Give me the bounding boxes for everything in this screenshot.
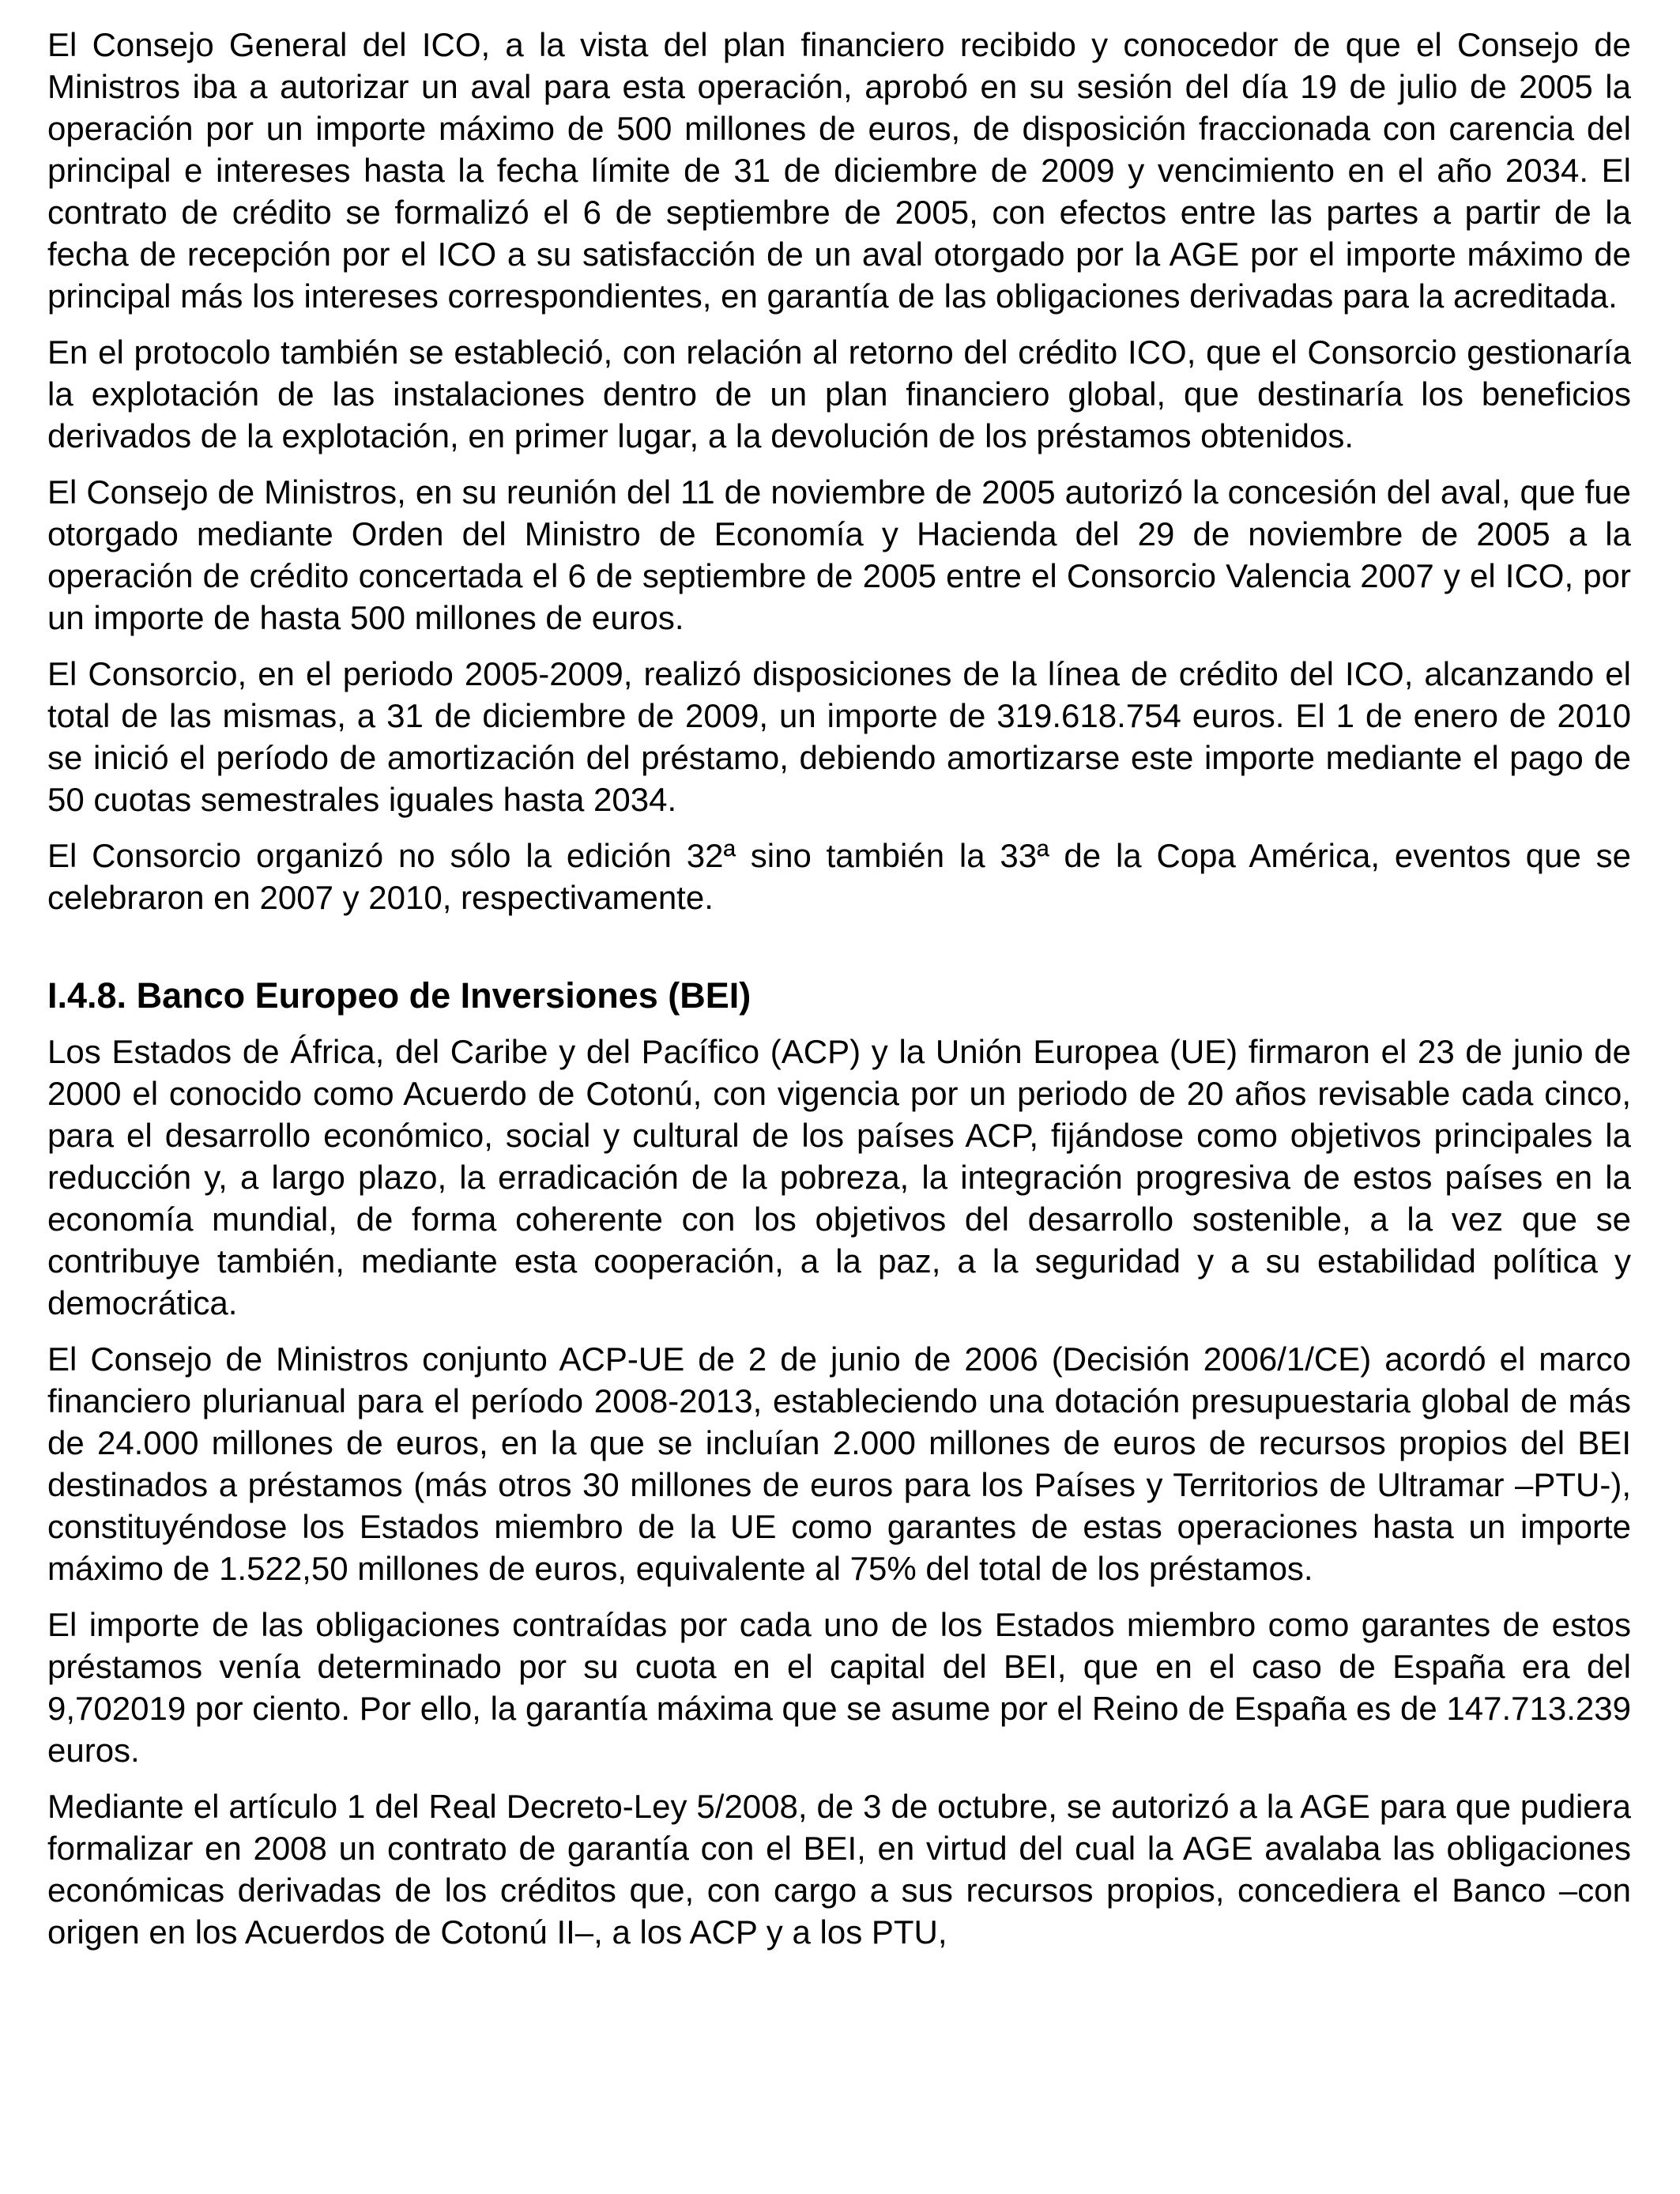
document-page: [47, 24, 1631, 1967]
paragraph-council-guarantee: El Consejo de Ministros, en su reunión del 11 de noviembre de 2005 autorizó la concesión del aval, que fue otorgado mediante Orden del Ministro de Economía y Hacienda del 29 de noviembre de 2005 a la operación de crédito concertada el 6 de septiembre de 2005 entre el Consorcio Valencia 2007 y el ICO, por un importe de hasta 500 millones de euros.: [47, 473, 1631, 636]
paragraph-royal-decree: Mediante el artículo 1 del Real Decreto-Ley 5/2008, de 3 de octubre, se autorizó a la AGE para que pudiera formalizar en 2008 un contrato de garantía con el BEI, en virtud del cual la AGE avalaba las obligaciones económicas derivadas de los créditos que, con cargo a sus recursos propios, concediera el Banco –con origen en los Acuerdos de Cotonú II–, a los ACP y a los PTU,: [47, 1788, 1631, 1951]
paragraph-cotonou-agreement: Los Estados de África, del Caribe y del Pacífico (ACP) y la Unión Europea (UE) firmaron el 23 de junio de 2000 el conocido como Acuerdo de Cotonú, con vigencia por un periodo de 20 años revisable cada cinco, para el desarrollo económico, social y cultural de los países ACP, fijándose como objetivos principales la reducción y, a largo plazo, la erradicación de la pobreza, la integración progresiva de estos países en la economía mundial, de forma coherente con los objetivos del desarrollo sostenible, a la vez que se contribuye también, mediante esta cooperación, a la paz, a la seguridad y a su estabilidad política y democrática.: [47, 1033, 1631, 1321]
section-heading-bei: I.4.8. Banco Europeo de Inversiones (BEI): [47, 975, 751, 1016]
paragraph-acp-ue-council: El Consejo de Ministros conjunto ACP-UE de 2 de junio de 2006 (Decisión 2006/1/CE) acordó el marco financiero plurianual para el período 2008-2013, estableciendo una dotación presupuestaria global de más de 24.000 millones de euros, en la que se incluían 2.000 millones de euros de recursos propios del BEI destinados a préstamos (más otros 30 millones de euros para los Países y Territorios de Ultramar –PTU-), constituyéndose los Estados miembro de la UE como garantes de estas operaciones hasta un importe máximo de 1.522,50 millones de euros, equivalente al 75% del total de los préstamos.: [47, 1340, 1631, 1587]
paragraph-member-obligations: El importe de las obligaciones contraídas por cada uno de los Estados miembro como garantes de estos préstamos venía determinado por su cuota en el capital del BEI, que en el caso de España era del 9,702019 por ciento. Por ello, la garantía máxima que se asume por el Reino de España es de 147.713.239 euros.: [47, 1606, 1631, 1769]
paragraph-ico-council-approval: El Consejo General del ICO, a la vista del plan financiero recibido y conocedor de que el Consejo de Ministros iba a autorizar un aval para esta operación, aprobó en su sesión del día 19 de julio de 2005 la operación por un importe máximo de 500 millones de euros, de disposición fraccionada con carencia del principal e intereses hasta la fecha límite de 31 de diciembre de 2009 y vencimiento en el año 2034. El contrato de crédito se formalizó el 6 de septiembre de 2005, con efectos entre las partes a partir de la fecha de recepción por el ICO a su satisfacción de un aval otorgado por la AGE por el importe máximo de principal más los intereses correspondientes, en garantía de las obligaciones derivadas para la acreditada.: [47, 26, 1631, 315]
paragraph-copa-america: El Consorcio organizó no sólo la edición 32ª sino también la 33ª de la Copa América, eventos que se celebraron en 2007 y 2010, respectivamente.: [47, 837, 1631, 916]
paragraph-protocol-return: En el protocolo también se estableció, con relación al retorno del crédito ICO, que el Consorcio gestionaría la explotación de las instalaciones dentro de un plan financiero global, que destinaría los beneficios derivados de la explotación, en primer lugar, a la devolución de los préstamos obtenidos.: [47, 334, 1631, 454]
paragraph-consortium-disbursements: El Consorcio, en el periodo 2005-2009, realizó disposiciones de la línea de crédito del ICO, alcanzando el total de las mismas, a 31 de diciembre de 2009, un importe de 319.618.754 euros. El 1 de enero de 2010 se inició el período de amortización del préstamo, debiendo amortizarse este importe mediante el pago de 50 cuotas semestrales iguales hasta 2034.: [47, 655, 1631, 818]
